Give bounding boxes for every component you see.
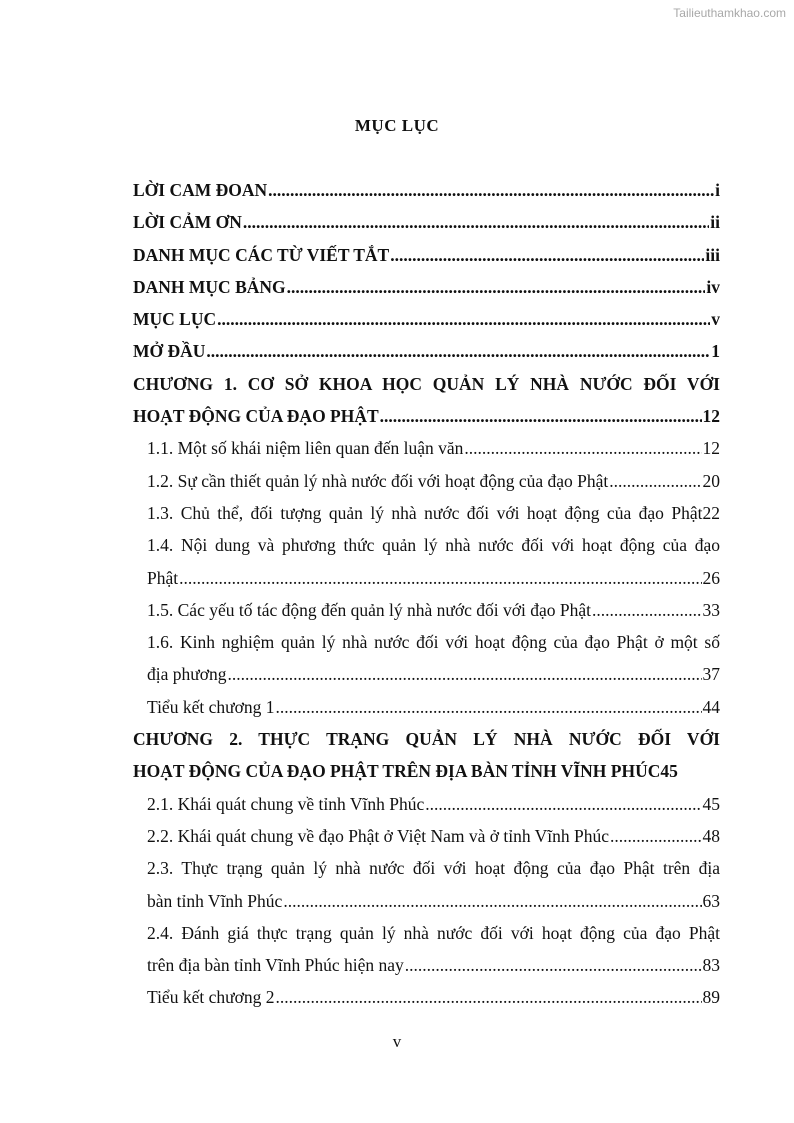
toc-leader-dots — [268, 174, 714, 206]
toc-entry-muc-luc[interactable] — [133, 303, 720, 335]
toc-leader-dots — [179, 562, 701, 594]
toc-leader-dots — [425, 788, 701, 820]
toc-entry-title: 1.3. Chủ thể, đối tượng quản lý nhà nước đối với hoạt động của đạo Phật22 — [147, 502, 720, 523]
toc-entry-2-4[interactable] — [133, 917, 720, 982]
page-title: MỤC LỤC — [354, 116, 440, 135]
toc-page-number: 26 — [702, 567, 720, 588]
watermark: Tailieuthamkhao.com — [673, 6, 786, 20]
toc-entry-1-6[interactable] — [133, 626, 720, 691]
toc-entry-title: 1.2. Sự cần thiết quản lý nhà nước đối với hoạt động của đạo Phật — [147, 470, 609, 491]
toc-leader-dots — [287, 271, 706, 303]
toc-page-number: i — [715, 180, 720, 200]
toc-entry-title: Tiểu kết chương 1 — [147, 696, 275, 717]
toc-page-number: 44 — [702, 696, 720, 717]
toc-page-number: ii — [710, 212, 720, 233]
toc-entry-title-line: HOẠT ĐỘNG CỦA ĐẠO PHẬT — [133, 406, 379, 427]
toc-entry-title: LỜI CAM ĐOAN — [133, 180, 268, 200]
toc-leader-dots — [390, 239, 704, 271]
toc-leader-dots — [405, 949, 702, 981]
toc-page-number: 83 — [702, 955, 720, 976]
toc-leader-dots — [610, 820, 701, 852]
toc-entry-1-4[interactable] — [133, 529, 720, 594]
toc-entry-danh-muc-tu-viet-tat[interactable] — [133, 239, 720, 271]
toc-entry-chuong-1[interactable] — [133, 368, 720, 433]
toc-entry-title-line: bàn tỉnh Vĩnh Phúc — [147, 890, 283, 911]
toc-entry-title-line: 2.3. Thực trạng quản lý nhà nước đối với hoạt động của đạo Phật trên địa — [147, 858, 720, 879]
toc-entry-title: 1.1. Một số khái niệm liên quan đến luận văn — [147, 438, 464, 459]
toc-leader-dots — [206, 335, 710, 367]
toc-page-number: 20 — [702, 470, 720, 491]
toc-entry-tieu-ket-chuong-1[interactable] — [133, 691, 720, 723]
toc-page-number: 33 — [702, 599, 720, 620]
toc-entry-title: MỤC LỤC — [133, 309, 217, 330]
toc-page-number: 37 — [702, 664, 720, 685]
toc-entry-tieu-ket-chuong-2[interactable] — [133, 981, 720, 1013]
toc-page-number: 45 — [702, 793, 720, 814]
toc-entry-mo-dau[interactable] — [133, 335, 720, 367]
toc-page-number: 1 — [711, 341, 720, 362]
toc-entry-1-1[interactable] — [133, 432, 720, 464]
toc-leader-dots — [217, 303, 710, 335]
toc-entry-title: LỜI CẢM ƠN — [133, 212, 242, 233]
toc-page-number: iii — [705, 244, 720, 265]
toc-entry-loi-cam-on[interactable] — [133, 206, 720, 238]
toc-entry-title-line: HOẠT ĐỘNG CỦA ĐẠO PHẬT TRÊN ĐỊA BÀN TỈNH VĨNH PHÚC45 — [133, 761, 678, 782]
toc-leader-dots — [380, 400, 702, 432]
toc-page-number: 48 — [702, 825, 720, 846]
toc-leader-dots — [275, 691, 701, 723]
toc-entry-1-2[interactable] — [133, 465, 720, 497]
toc-entry-title-line: Phật — [147, 567, 179, 588]
toc-entry-title-line: 1.6. Kinh nghiệm quản lý nhà nước đối với hoạt động của đạo Phật ở một số — [147, 632, 720, 653]
table-of-contents — [133, 174, 720, 1014]
toc-page-number: 12 — [702, 438, 720, 459]
toc-entry-title: Tiểu kết chương 2 — [147, 987, 275, 1008]
toc-entry-1-5[interactable] — [133, 594, 720, 626]
toc-entry-title-line: địa phương — [147, 664, 227, 685]
toc-entry-title: 2.1. Khái quát chung về tỉnh Vĩnh Phúc — [147, 793, 425, 814]
toc-entry-title-line: 1.4. Nội dung và phương thức quản lý nhà nước đối với hoạt động của đạo — [147, 535, 720, 556]
toc-entry-title: DANH MỤC CÁC TỪ VIẾT TẮT — [133, 244, 390, 265]
toc-page-number: 12 — [702, 406, 720, 427]
toc-leader-dots — [464, 432, 701, 464]
toc-entry-title: 2.2. Khái quát chung về đạo Phật ở Việt Nam và ở tỉnh Vĩnh Phúc — [147, 825, 610, 846]
toc-entry-chuong-2[interactable] — [133, 723, 720, 788]
toc-entry-title-line: CHƯƠNG 2. THỰC TRẠNG QUẢN LÝ NHÀ NƯỚC ĐỐI VỚI — [133, 729, 720, 750]
toc-entry-1-3[interactable] — [133, 497, 720, 529]
toc-page-number: 89 — [702, 987, 720, 1008]
toc-entry-loi-cam-doan[interactable] — [133, 174, 720, 206]
toc-entry-2-3[interactable] — [133, 852, 720, 917]
toc-leader-dots — [609, 465, 701, 497]
toc-entry-danh-muc-bang[interactable] — [133, 271, 720, 303]
toc-leader-dots — [283, 885, 701, 917]
toc-leader-dots — [275, 981, 701, 1013]
toc-leader-dots — [243, 206, 709, 238]
toc-entry-2-1[interactable] — [133, 788, 720, 820]
toc-leader-dots — [228, 658, 702, 690]
toc-entry-title: DANH MỤC BẢNG — [133, 276, 286, 297]
toc-entry-2-2[interactable] — [133, 820, 720, 852]
toc-page-number: iv — [706, 276, 720, 297]
toc-entry-title-line: CHƯƠNG 1. CƠ SỞ KHOA HỌC QUẢN LÝ NHÀ NƯỚC ĐỐI VỚI — [133, 373, 720, 394]
toc-entry-title-line: 2.4. Đánh giá thực trạng quản lý nhà nước đối với hoạt động của đạo Phật — [147, 922, 720, 943]
toc-page-number: 63 — [702, 890, 720, 911]
toc-entry-title: 1.5. Các yếu tố tác động đến quản lý nhà nước đối với đạo Phật — [147, 599, 592, 620]
toc-entry-title: MỞ ĐẦU — [133, 341, 206, 362]
toc-leader-dots — [592, 594, 701, 626]
toc-page-number: v — [711, 309, 720, 330]
page-number-footer: v — [392, 1032, 402, 1051]
toc-entry-title-line: trên địa bàn tỉnh Vĩnh Phúc hiện nay — [147, 955, 404, 976]
